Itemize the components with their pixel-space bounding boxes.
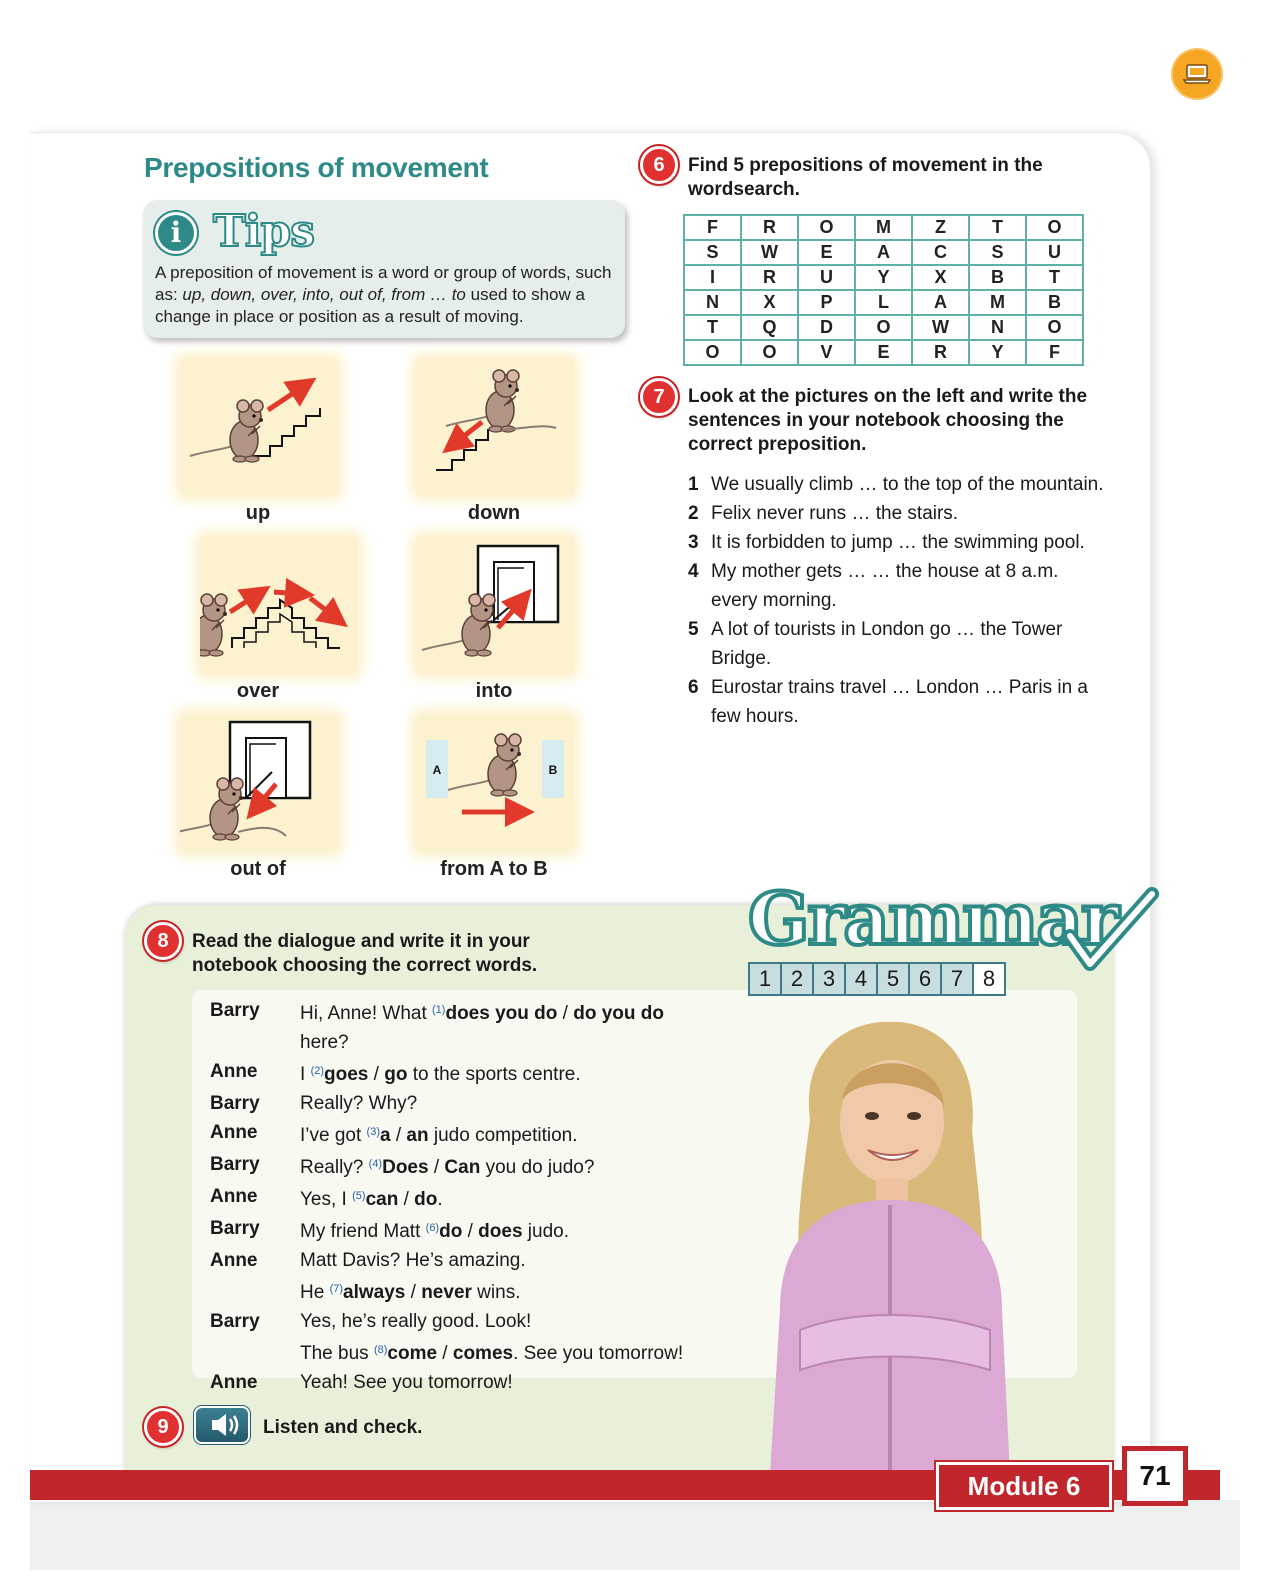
text-before: Yeah! See you tomorrow! (300, 1372, 513, 1393)
item-text: My mother gets … … the house at 8 a.m. every morning. (711, 561, 1059, 611)
wordsearch-cell: S (684, 240, 741, 265)
label-down: down (467, 502, 521, 524)
grammar-title: Grammar (748, 876, 1118, 961)
text-before: Yes, I (300, 1189, 353, 1210)
wordsearch-row (684, 215, 1083, 240)
wordsearch-cell: A (912, 290, 969, 315)
exercise-8-badge: 8 (144, 922, 182, 960)
wordsearch-cell: D (798, 315, 855, 340)
speaker-name: Barry (210, 1218, 260, 1239)
wordsearch-cell: F (684, 215, 741, 240)
wordsearch-cell: L (855, 290, 912, 315)
grammar-step: 6 (908, 962, 942, 996)
tips-examples: up, down, over, into, out of, from … to (182, 285, 466, 304)
item-text: Eurostar trains travel … London … Paris in a few hours. (711, 677, 1089, 727)
text-before: Really? (300, 1157, 369, 1178)
grammar-step: 5 (876, 962, 910, 996)
wordsearch-cell: O (741, 340, 798, 365)
label-out-of: out of (230, 858, 286, 880)
speaker-name (210, 1028, 300, 1057)
gap-number: (3) (366, 1126, 380, 1138)
wordsearch-cell: O (684, 340, 741, 365)
option-2: Can (444, 1157, 481, 1178)
wordsearch-row (684, 315, 1083, 340)
info-icon: i (155, 212, 197, 254)
list-item (688, 528, 1108, 557)
option-1: do (439, 1221, 463, 1242)
wordsearch-row (684, 290, 1083, 315)
tips-text-after: used to show a change in place or position as a result of moving. (155, 285, 585, 326)
option-1: does you do (445, 1003, 558, 1024)
grammar-step: 3 (812, 962, 846, 996)
text-after: judo. (522, 1221, 570, 1242)
wordsearch-cell: Y (969, 340, 1026, 365)
text-before: My friend Matt (300, 1221, 426, 1242)
dialogue-line (210, 1214, 683, 1246)
dialogue-text (300, 1275, 520, 1307)
text-after: . See you tomorrow! (513, 1343, 684, 1364)
wordsearch-cell: O (1026, 315, 1083, 340)
dialogue-text (300, 1057, 581, 1089)
list-item (688, 615, 1108, 673)
item-number: 5 (688, 619, 699, 640)
wordsearch-cell: M (969, 290, 1026, 315)
grammar-step: 8 (972, 962, 1006, 996)
option-separator: / (368, 1064, 385, 1085)
text-before: here? (300, 1032, 349, 1053)
option-separator: / (390, 1125, 407, 1146)
dialogue-line (210, 1028, 683, 1057)
wordsearch-cell: Y (855, 265, 912, 290)
wordsearch-cell: I (684, 265, 741, 290)
option-1: Does (382, 1157, 429, 1178)
dialogue-text (300, 1182, 443, 1214)
option-separator: / (437, 1343, 453, 1364)
text-after: you do judo? (480, 1157, 595, 1178)
option-1: come (387, 1343, 438, 1364)
wordsearch-cell: N (684, 290, 741, 315)
text-after: judo competition. (428, 1125, 578, 1146)
speaker-name: Barry (210, 1311, 260, 1332)
option-1: can (365, 1189, 399, 1210)
laptop-icon[interactable] (1173, 50, 1221, 98)
wordsearch-cell: O (798, 215, 855, 240)
picture-down (416, 358, 574, 496)
item-number: 6 (688, 677, 699, 698)
text-before: I’ve got (300, 1125, 367, 1146)
option-separator: / (398, 1189, 415, 1210)
exercise-6-badge: 6 (640, 146, 678, 184)
letter-a: A (432, 763, 442, 777)
dialogue-text (300, 1336, 683, 1368)
wordsearch-cell: U (1026, 240, 1083, 265)
wordsearch-cell: T (684, 315, 741, 340)
text-after: wins. (471, 1282, 521, 1303)
wordsearch-cell: P (798, 290, 855, 315)
letter-b: B (548, 763, 558, 777)
gap-number: (8) (373, 1344, 388, 1356)
text-before: Yes, he’s really good. Look! (300, 1311, 532, 1332)
wordsearch-row (684, 265, 1083, 290)
dialogue-text (300, 1150, 594, 1182)
wordsearch-cell: C (912, 240, 969, 265)
item-number: 1 (688, 474, 699, 495)
checkmark-icon (1060, 880, 1160, 980)
speaker-name: Anne (210, 1061, 258, 1082)
grammar-step: 2 (780, 962, 814, 996)
option-2: go (384, 1064, 408, 1085)
wordsearch-cell: S (969, 240, 1026, 265)
text-before: The bus (300, 1343, 374, 1364)
wordsearch-cell: B (1026, 290, 1083, 315)
exercise-7-list (688, 470, 1108, 731)
label-into: into (475, 680, 513, 702)
dialogue-text (300, 996, 664, 1028)
speaker-name: Barry (210, 1000, 260, 1021)
tips-title: Tips (213, 206, 314, 257)
grammar-step: 7 (940, 962, 974, 996)
picture-out-of (180, 714, 338, 852)
dialogue-line (210, 996, 683, 1028)
dialogue-line (210, 1368, 683, 1397)
module-label: Module 6 (936, 1462, 1112, 1510)
option-2: never (421, 1282, 472, 1303)
dialogue-text (300, 1307, 531, 1336)
gap-number: (2) (310, 1065, 325, 1077)
wordsearch-cell: O (1026, 215, 1083, 240)
wordsearch-cell: B (969, 265, 1026, 290)
option-1: a (380, 1125, 391, 1146)
wordsearch-cell: X (741, 290, 798, 315)
label-over: over (236, 680, 280, 702)
gap-number: (1) (432, 1004, 446, 1016)
wordsearch-grid (683, 214, 1084, 366)
exercise-9-instruction: Listen and check. (263, 1417, 423, 1438)
text-before: I (300, 1064, 311, 1085)
option-separator: / (557, 1003, 574, 1024)
grammar-step: 1 (748, 962, 782, 996)
picture-over (200, 536, 358, 674)
tips-box (143, 200, 625, 338)
exercise-9-badge: 9 (144, 1408, 182, 1446)
dialogue-line (210, 1182, 683, 1214)
text-before: Matt Davis? He’s amazing. (300, 1250, 526, 1271)
dialogue-line (210, 1336, 683, 1368)
exercise-7-badge: 7 (640, 378, 678, 416)
dialogue (210, 996, 683, 1397)
option-separator: / (428, 1157, 445, 1178)
gap-number: (7) (329, 1283, 344, 1295)
option-2: comes (452, 1343, 514, 1364)
option-separator: / (405, 1282, 422, 1303)
gap-number: (4) (368, 1158, 383, 1170)
wordsearch-cell: O (855, 315, 912, 340)
dialogue-text (300, 1118, 578, 1150)
dialogue-line (210, 1275, 683, 1307)
item-text: We usually climb … to the top of the mountain. (711, 474, 1104, 495)
dialogue-line (210, 1057, 683, 1089)
speaker-name: Anne (210, 1372, 258, 1393)
text-after: to the sports centre. (407, 1064, 581, 1085)
label-up: up (245, 502, 271, 524)
wordsearch-cell: N (969, 315, 1026, 340)
speaker-name (210, 1275, 300, 1307)
gap-number: (6) (425, 1222, 440, 1234)
dialogue-text (300, 1246, 526, 1275)
tips-text-before: A preposition of movement is a word or group of words, such as: (155, 263, 612, 304)
option-1: goes (324, 1064, 369, 1085)
speaker-name (210, 1336, 300, 1368)
list-item (688, 673, 1108, 731)
wordsearch-cell: R (741, 265, 798, 290)
option-separator: / (462, 1221, 479, 1242)
wordsearch-cell: W (912, 315, 969, 340)
exercise-7-instruction: Look at the pictures on the left and write the sentences in your notebook choosing the correct preposition. (688, 386, 1088, 455)
dialogue-line (210, 1307, 683, 1336)
wordsearch-cell: F (1026, 340, 1083, 365)
grammar-progress (748, 962, 1004, 996)
label-from-a-to-b: from A to B (440, 858, 548, 880)
dialogue-line (210, 1118, 683, 1150)
exercise-8-instruction: Read the dialogue and write it in your notebook choosing the correct words. (192, 931, 538, 976)
option-2: an (406, 1125, 429, 1146)
item-number: 3 (688, 532, 699, 553)
list-item (688, 557, 1108, 615)
list-item (688, 470, 1108, 499)
speaker-name: Barry (210, 1154, 260, 1175)
item-text: A lot of tourists in London go … the Tower Bridge. (711, 619, 1063, 669)
page-number: 71 (1122, 1446, 1188, 1506)
dialogue-line (210, 1089, 683, 1118)
wordsearch-cell: R (741, 215, 798, 240)
section-title: Prepositions of movement (144, 152, 489, 183)
list-item (688, 499, 1108, 528)
page-bottom-margin (30, 1500, 1240, 1570)
item-text: Felix never runs … the stairs. (711, 503, 959, 524)
wordsearch-cell: U (798, 265, 855, 290)
dialogue-text (300, 1028, 349, 1057)
item-text: It is forbidden to jump … the swimming pool. (711, 532, 1085, 553)
text-before: Hi, Anne! What (300, 1003, 433, 1024)
wordsearch-cell: E (855, 340, 912, 365)
wordsearch-cell: T (969, 215, 1026, 240)
speaker-name: Barry (210, 1093, 260, 1114)
option-2: does (478, 1221, 523, 1242)
option-2: do you do (573, 1003, 664, 1024)
item-number: 2 (688, 503, 699, 524)
speaker-name: Anne (210, 1250, 258, 1271)
wordsearch-cell: M (855, 215, 912, 240)
speaker-name: Anne (210, 1186, 258, 1207)
dialogue-line (210, 1150, 683, 1182)
item-number: 4 (688, 561, 699, 582)
dialogue-text (300, 1214, 569, 1246)
gap-number: (5) (352, 1190, 366, 1202)
girl-photo (740, 1010, 1040, 1475)
dialogue-line (210, 1246, 683, 1275)
text-before: Really? Why? (300, 1093, 418, 1114)
wordsearch-cell: Q (741, 315, 798, 340)
option-2: do (414, 1189, 438, 1210)
wordsearch-row (684, 340, 1083, 365)
wordsearch-cell: Z (912, 215, 969, 240)
exercise-6-instruction: Find 5 prepositions of movement in the wordsearch. (688, 155, 1043, 200)
picture-from-a-to-b (416, 714, 574, 852)
wordsearch-row (684, 240, 1083, 265)
wordsearch-cell: E (798, 240, 855, 265)
wordsearch-cell: R (912, 340, 969, 365)
wordsearch-cell: X (912, 265, 969, 290)
wordsearch-cell: V (798, 340, 855, 365)
text-before: He (300, 1282, 330, 1303)
speaker-name: Anne (210, 1122, 258, 1143)
wordsearch-cell: W (741, 240, 798, 265)
tips-text (155, 262, 615, 328)
grammar-step: 4 (844, 962, 878, 996)
picture-up (180, 358, 338, 496)
dialogue-text (300, 1368, 513, 1397)
speaker-icon (196, 1408, 248, 1442)
text-after: . (437, 1189, 443, 1210)
wordsearch-cell: A (855, 240, 912, 265)
picture-into (416, 536, 574, 674)
audio-button[interactable] (194, 1406, 250, 1444)
wordsearch-cell: T (1026, 265, 1083, 290)
option-1: always (343, 1282, 406, 1303)
dialogue-text (300, 1089, 417, 1118)
